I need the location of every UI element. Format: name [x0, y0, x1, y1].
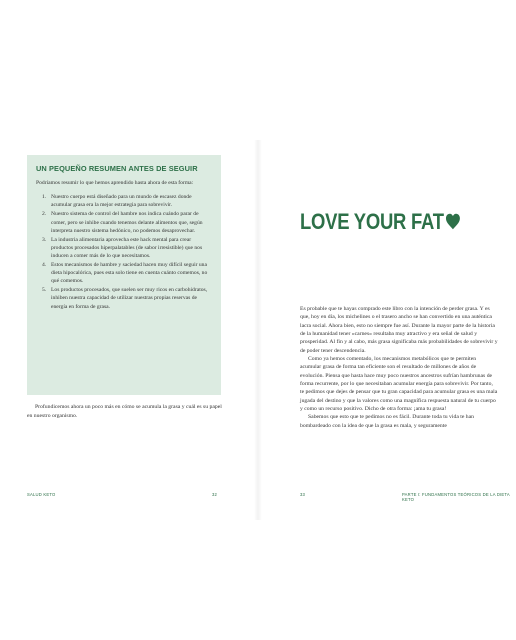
- list-item-number: 5.: [42, 287, 47, 294]
- summary-intro: Podríamos resumir lo que hemos aprendido hasta ahora de esta forma:: [36, 180, 194, 186]
- body-paragraph: Profundicemos ahora un poco más en cómo se acumula la grasa y cuál es su papel en nuestro organismo.: [27, 404, 222, 419]
- running-footer-right: PARTE I: FUNDAMENTOS TEÓRICOS DE LA DIETA KETO: [402, 492, 510, 502]
- list-item: [36, 193, 213, 209]
- body-text: [300, 305, 498, 430]
- list-item-text: Estos mecanismos de hambre y saciedad hacen muy difícil seguir una dieta hipocalórica, pues esta solo tiene en cuenta cuánto comemos, no qué comemos.: [51, 262, 208, 285]
- summary-box: [27, 155, 221, 395]
- list-item-number: 3.: [42, 236, 47, 243]
- list-item-number: 2.: [42, 211, 47, 218]
- list-item-number: 1.: [42, 194, 47, 201]
- list-item: [36, 210, 213, 234]
- list-item-text: Nuestro sistema de control del hambre nos indica cuándo parar de comer, pero se inhibe cuando tenemos delante alimentos que, según interpreta nuestro sistema hedónico, no podemos desaprovechar.: [51, 211, 203, 234]
- list-item-text: La industria alimentaria aprovecha este hack mental para crear productos procesados hiperpalatables (de sabor irresistible) que nos inducen a comer más de lo que necesitamos.: [51, 236, 203, 259]
- list-item-number: 4.: [42, 262, 47, 269]
- right-page: [258, 0, 516, 640]
- page-number-right: 33: [300, 492, 306, 497]
- body-paragraph: Es probable que te hayas comprado este libro con la intención de perder grasa. Y es que, hoy en día, los michelines o el trasero ancho se han convertido en una auténtica lacra social. Ahora bien, esto no siempre fue así. Durante la mayor parte de la historia de la humanidad tener «carnes» resultaba muy atractivo y era señal de salud y prosperidad. Al fin y al cabo, más grasa significaba más probabilidades de sobrevivir y de poder tener descendencia.: [300, 306, 498, 354]
- page-number-left: 32: [212, 492, 218, 497]
- body-paragraph: Como ya hemos comentado, los mecanismos metabólicos que te permiten acumular grasa de forma tan eficiente son el resultado de millones de años de evolución. Piensa que hasta hace muy poco nuestros ancestros sufrían hambrunas de forma recurrente, por lo que necesitaban acumular energía para sobrevivir. Por tanto, te pedimos que dejes de pensar que tu gran capacidad para acumular grasa es una mala jugada del destino y que la valores como una magnífica respuesta natural de tu cuerpo y como un recurso positivo. Dicho de otra forma: ¡ama tu grasa!: [300, 356, 498, 413]
- chapter-title-text: LOVE YOUR FAT: [300, 209, 444, 234]
- list-item: [36, 261, 213, 285]
- heart-icon: [445, 213, 461, 230]
- list-item: [36, 286, 213, 310]
- body-paragraph: Sabemos que esto que te pedimos no es fácil. Durante toda tu vida te han bombardeado con la idea de que la grasa es mala, y seguramente: [300, 414, 474, 429]
- summary-list: [36, 193, 213, 310]
- summary-title: UN PEQUEÑO RESUMEN ANTES DE SEGUIR: [36, 164, 198, 173]
- chapter-title: [300, 209, 461, 235]
- list-item-text: Los productos procesados, que suelen ser muy ricos en carbohidratos, inhiben nuestra capacidad de utilizar nuestras propias reservas de energía en forma de grasa.: [51, 287, 208, 310]
- running-footer-left: SALUD KETO: [27, 492, 56, 497]
- list-item-text: Nuestro cuerpo está diseñado para un mundo de escasez donde acumular grasa era la mejor estrategia para sobrevivir.: [51, 194, 192, 209]
- list-item: [36, 236, 213, 260]
